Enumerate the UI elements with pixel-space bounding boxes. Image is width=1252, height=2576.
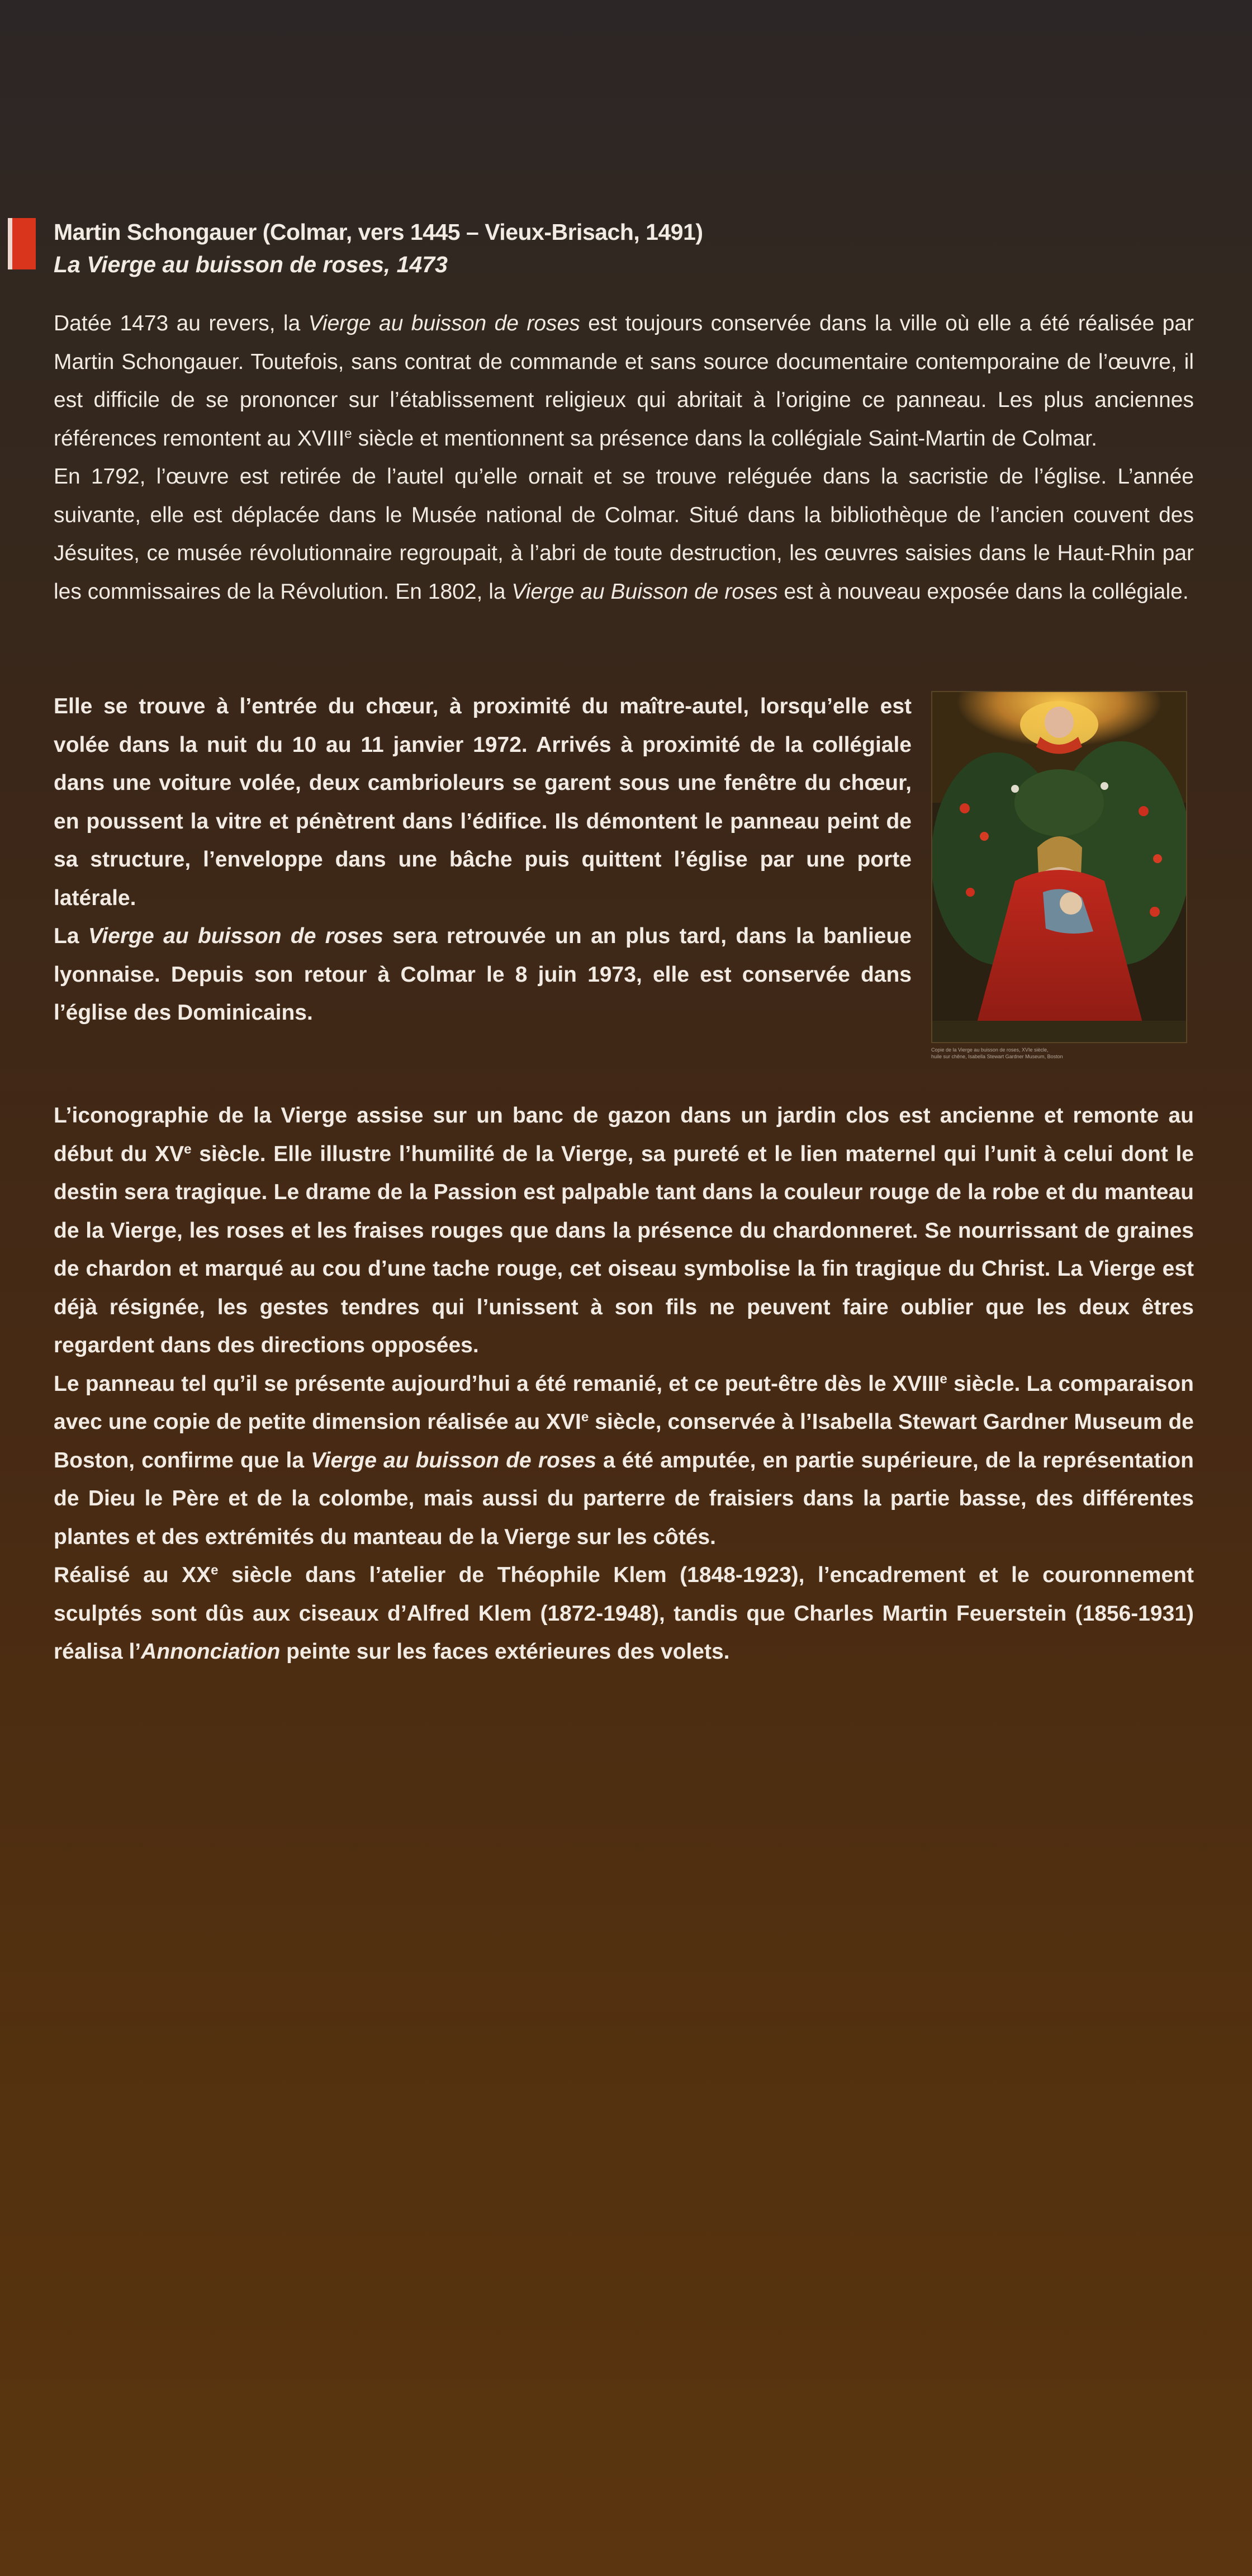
text-run: peinte sur les faces extérieures des volets. — [280, 1640, 730, 1664]
text-run: siècle, conservée à l’Isabella Stewart Gardner Museum de Boston, confirme que la — [54, 1410, 1194, 1472]
italic-title-run: Vierge au buisson de roses — [88, 924, 383, 948]
text-run: est à nouveau exposée dans la collégiale. — [777, 579, 1189, 604]
superscript: e — [344, 426, 352, 442]
paragraph-alterations — [54, 1365, 1194, 1557]
italic-title-run: Vierge au Buisson de roses — [511, 579, 778, 604]
superscript: e — [581, 1409, 589, 1425]
work-title: La Vierge au buisson de roses, 1473 — [54, 252, 448, 277]
caption-line: huile sur chêne, Isabella Stewart Gardner Museum, Boston — [931, 1054, 1063, 1059]
text-run: sera retrouvée un an plus tard, dans la banlieue lyonnaise. Depuis son retour à Colmar le 8 juin 1973, elle est conservée dans l’église des Dominicains. — [54, 924, 912, 1025]
superscript: e — [940, 1371, 947, 1387]
text-run: est toujours conservée dans la ville où elle a été réalisée par Martin Schongauer. Toutefois, sans contrat de commande et sans source documentaire contemporaine de l’œuvre, il est difficile de se prononcer sur l’établissement religieux qui abritait à l’origine ce panneau. Les plus anciennes références remontent au XVIII — [54, 311, 1194, 451]
text-run: siècle dans l’atelier de Théophile Klem (1848-1923), l’encadrement et le couronnement sculptés sont dûs aux ciseaux d’Alfred Klem (1872-1948), tandis que Charles Martin Feuerstein (1856-1931) réalisa l’ — [54, 1563, 1194, 1664]
iconography-block — [54, 1097, 1194, 1671]
text-run: Réalisé au XX — [54, 1563, 211, 1587]
paragraph-theft: Elle se trouve à l’entrée du chœur, à proximité du maître-autel, lorsqu’elle est volée dans la nuit du 10 au 11 janvier 1972. Arrivés à proximité de la collégiale dans une voiture volée, deux cambrioleurs se garent sous une fenêtre du chœur, en poussent la vitre et pénètrent dans l’édifice. Ils démontent le panneau peint de sa structure, l’enveloppe dans une bâche puis quittent l’église par une porte latérale. — [54, 694, 912, 910]
paragraph-iconography — [54, 1097, 1194, 1365]
paragraph-provenance — [54, 305, 1194, 458]
artist-line: Martin Schongauer (Colmar, vers 1445 – Vieux-Brisach, 1491) — [54, 219, 703, 245]
text-run: siècle. La comparaison avec une copie de petite dimension réalisée au XVI — [54, 1371, 1194, 1434]
text-run: siècle et mentionnent sa présence dans la collégiale Saint-Martin de Colmar. — [352, 426, 1097, 451]
caption-line: Copie de la Vierge au buisson de roses, XVIe siècle, — [931, 1047, 1049, 1053]
madonna-rose-bower-painting-icon — [931, 691, 1187, 1043]
artwork-figure — [931, 691, 1187, 1066]
paragraph-frame — [54, 1556, 1194, 1671]
italic-title-run: Annonciation — [141, 1640, 281, 1664]
history-block — [54, 305, 1194, 611]
text-run: La — [54, 924, 88, 948]
paragraph-revolution — [54, 458, 1194, 611]
italic-title-run: Vierge au buisson de roses — [311, 1448, 596, 1472]
text-run: Datée 1473 au revers, la — [54, 311, 309, 335]
text-run: siècle. Elle illustre l’humilité de la Vierge, sa pureté et le lien maternel qui l’unit à celui dont le destin sera tragique. Le drame de la Passion est palpable tant dans la couleur rouge de la robe et du manteau de la Vierge, les roses et les fraises rouges que dans la présence du chardonneret. Se nourrissant de graines de chardon et marqué au cou d’une tache rouge, cet oiseau symbolise la fin tragique du Christ. La Vierge est déjà résignée, les gestes tendres qui l’unissent à son fils ne peuvent faire oublier que les deux êtres regardent dans des directions opposées. — [54, 1142, 1194, 1357]
theft-block — [54, 688, 912, 1033]
paragraph-recovery — [54, 917, 912, 1033]
text-run: Le panneau tel qu’il se présente aujourd’hui a été remanié, et ce peut-être dès le XVIII — [54, 1371, 940, 1396]
label-header — [54, 216, 1188, 281]
text-run: a été amputée, en partie supérieure, de la représentation de Dieu le Père et de la colombe, mais aussi du parterre de fraisiers dans la partie basse, des différentes plantes et des extrémités du manteau de la Vierge sur les côtés. — [54, 1448, 1194, 1549]
italic-title-run: Vierge au buisson de roses — [308, 311, 580, 335]
superscript: e — [184, 1142, 192, 1157]
text-run: L’iconographie de la Vierge assise sur un banc de gazon dans un jardin clos est ancienne et remonte au début du XV — [54, 1104, 1194, 1166]
accent-marker — [8, 218, 36, 269]
artwork-caption — [931, 1046, 1187, 1060]
superscript: e — [211, 1562, 219, 1578]
text-run: En 1792, l’œuvre est retirée de l’autel qu’elle ornait et se trouve reléguée dans la sacristie de l’église. L’année suivante, elle est déplacée dans le Musée national de Colmar. Situé dans la bibliothèque de l’ancien couvent des Jésuites, ce musée révolutionnaire regroupait, à l’abri de toute destruction, les œuvres saisies dans le Haut-Rhin par les commissaires de la Révolution. En 1802, la — [54, 465, 1194, 604]
